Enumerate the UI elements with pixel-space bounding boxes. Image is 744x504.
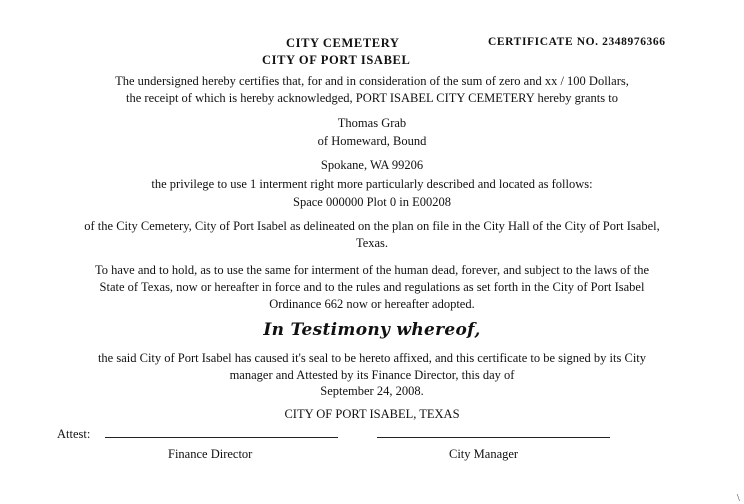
habendum-line-2: State of Texas, now or hereafter in force and to the rules and regulations as set forth in the City of Port Isabel	[99, 280, 645, 294]
city-heading: CITY OF PORT ISABEL	[262, 53, 411, 67]
space-line: Space 000000 Plot 0 in E00208	[293, 195, 451, 209]
grantee-name: Thomas Grab	[337, 116, 407, 130]
consideration-line: The undersigned hereby certifies that, for and in consideration of the sum of zero and xx / 100 Dollars,	[115, 74, 629, 88]
city-state-line: CITY OF PORT ISABEL, TEXAS	[284, 407, 460, 421]
grant-line: the receipt of which is hereby acknowledged, PORT ISABEL CITY CEMETERY hereby grants to	[126, 91, 618, 105]
city-manager-label: City Manager	[449, 447, 519, 461]
manager-signature-line	[377, 437, 610, 438]
location-line-2: Texas.	[355, 236, 389, 250]
finance-director-label: Finance Director	[168, 447, 253, 461]
certificate-number: CERTIFICATE NO. 2348976366	[488, 36, 666, 48]
finance-signature-line	[105, 437, 338, 438]
privilege-line: the privilege to use 1 interment right more particularly described and located as follows:	[151, 177, 593, 191]
habendum-line-1: To have and to hold, as to use the same for interment of the human dead, forever, and subject to the laws of the	[94, 263, 649, 277]
corner-mark: \	[737, 493, 740, 504]
testimony-heading: In Testimony whereof,	[263, 320, 481, 340]
habendum-line-3: Ordinance 662 now or hereafter adopted.	[269, 297, 475, 311]
grantee-address: of Homeward, Bound	[317, 134, 427, 148]
cemetery-heading: CITY CEMETERY	[286, 36, 400, 50]
attest-label: Attest:	[57, 427, 91, 441]
grantee-city: Spokane, WA 99206	[320, 158, 424, 172]
location-line-1: of the City Cemetery, City of Port Isabel as delineated on the plan on file in the City Hall of the City of Port Isabel,	[84, 219, 660, 233]
seal-line-1: the said City of Port Isabel has caused it's seal to be hereto affixed, and this certificate to be signed by its City	[97, 351, 647, 365]
seal-line-2: manager and Attested by its Finance Director, this day of	[229, 368, 515, 382]
certificate-date: September 24, 2008.	[320, 384, 424, 398]
